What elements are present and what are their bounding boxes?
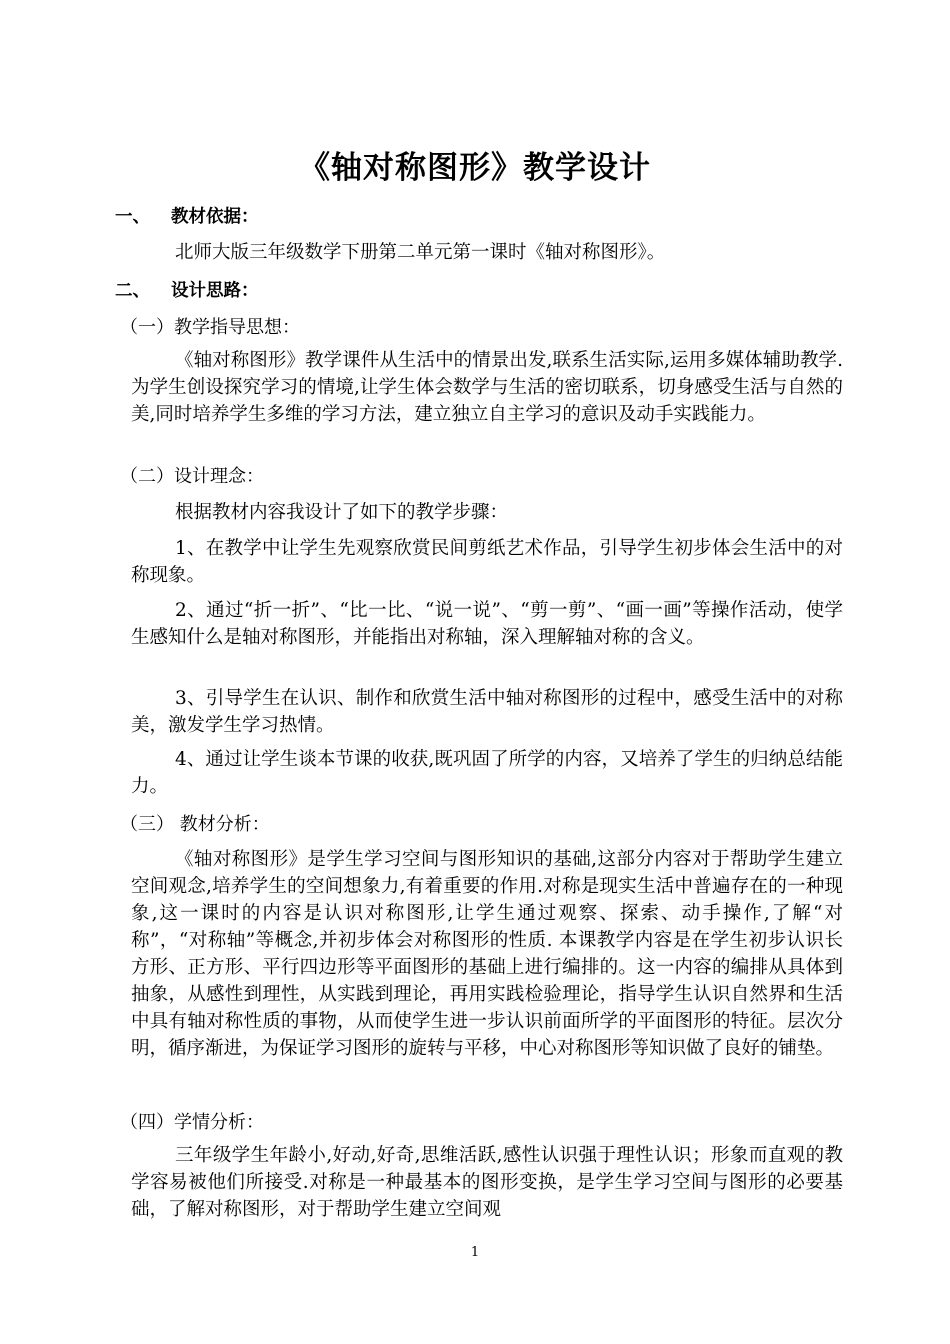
document-title: 《轴对称图形》教学设计: [299, 150, 651, 186]
paragraph-material-analysis: 《轴对称图形》是学生学习空间与图形知识的基础,这部分内容对于帮助学生建立空间观念,培养学生的空间想象力,有着重要的作用.对称是现实生活中普遍存在的一种现象,这一课时的内容是认识对称图形,让学生通过观察、探索、动手操作,了解“对称”，“对称轴”等概念,并初步体会对称图形的性质. 本课教学内容是在学生初步认识长方形、正方形、平行四边形等平面图形的基础上进行编排的。这一内容的编排从具体到抽象，从感性到理性，从实践到理论，再用实践检验理论，指导学生认识自然界和生活中具有轴对称性质的事物，从而使学生进一步认识前面所学的平面图形的特征。层次分明，循序渐进，为保证学习图形的旋转与平移，中心对称图形等知识做了良好的铺垫。: [131, 849, 843, 1059]
section-basis-text: 北师大版三年级数学下册第二单元第一课时《轴对称图形》。: [175, 242, 666, 263]
page-number: 1: [470, 1245, 480, 1260]
subheading-guiding-thought: （一）教学指导思想：: [120, 317, 300, 338]
section-label: 设计思路：: [171, 281, 259, 301]
paragraph-guiding-thought: 《轴对称图形》教学课件从生活中的情景出发,联系生活实际,运用多媒体辅助教学.为学生创设探究学习的情境,让学生体会数学与生活的密切联系，切身感受生活与自然的美,同时培养学生多维的学习方法，建立独立自主学习的意识及动手实践能力。: [131, 350, 843, 425]
section-number: 二、: [115, 281, 150, 301]
subheading-student-analysis: （四）学情分析：: [120, 1112, 264, 1133]
section-heading-design: [115, 277, 259, 302]
section-number: 一、: [115, 207, 150, 227]
paragraph-steps-intro: 根据教材内容我设计了如下的教学步骤：: [175, 502, 509, 523]
paragraph-step-4: 4、通过让学生谈本节课的收获,既巩固了所学的内容，又培养了学生的归纳总结能力。: [131, 749, 843, 797]
paragraph-step-2: 2、通过“折一折”、“比一比、“说一说”、“剪一剪”、“画一画”等操作活动，使学生感知什么是轴对称图形，并能指出对称轴，深入理解轴对称的含义。: [131, 600, 843, 648]
paragraph-step-3: 3、引导学生在认识、制作和欣赏生活中轴对称图形的过程中，感受生活中的对称美，激发学生学习热情。: [131, 688, 843, 736]
subheading-material-analysis: （三） 教材分析：: [120, 814, 270, 835]
subheading-design-concept: （二）设计理念：: [120, 466, 264, 487]
section-heading-basis: [115, 203, 259, 228]
section-label: 教材依据：: [171, 207, 259, 227]
paragraph-step-1: 1、在教学中让学生先观察欣赏民间剪纸艺术作品，引导学生初步体会生活中的对称现象。: [131, 538, 843, 586]
paragraph-student-analysis: 三年级学生年龄小,好动,好奇,思维活跃,感性认识强于理性认识；形象而直观的教学容易被他们所接受.对称是一种最基本的图形变换，是学生学习空间与图形的必要基础，了解对称图形，对于帮助学生建立空间观: [131, 1145, 843, 1220]
